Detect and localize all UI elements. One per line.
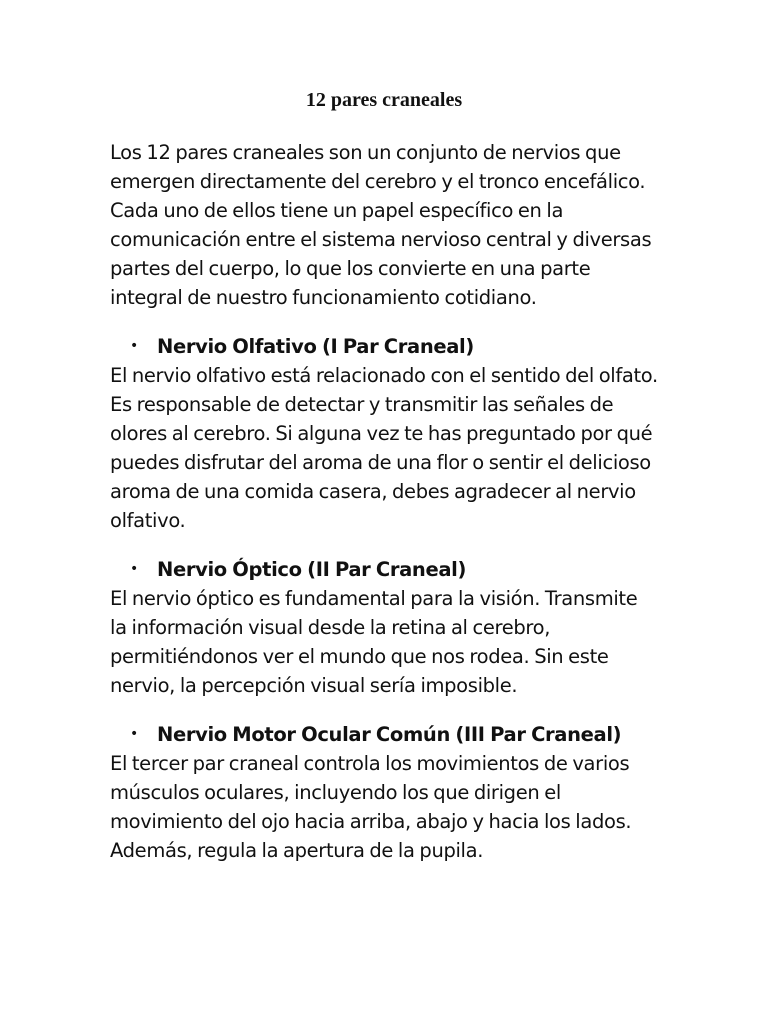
section-body: El tercer par craneal controla los movimientos de varios músculos oculares, incluyendo los que dirigen el movimiento del ojo hacia arriba, abajo y hacia los lados. Además, regula la apertura de la pupila. (110, 752, 632, 862)
section-body: El nervio óptico es fundamental para la visión. Transmite la información visual desde la retina al cerebro, permitiéndonos ver el mundo que nos rodea. Sin este nervio, la percepción visual sería imposible. (110, 587, 638, 697)
section-heading-text: Nervio Óptico (II Par Craneal) (157, 558, 467, 581)
section-optico (110, 555, 658, 700)
section-olfativo (110, 332, 658, 535)
document-title: 12 pares craneales (305, 89, 463, 111)
section-motor-ocular-comun (110, 720, 658, 865)
section-heading-text: Nervio Olfativo (I Par Craneal) (157, 335, 474, 358)
section-heading-text: Nervio Motor Ocular Común (III Par Craneal) (157, 723, 622, 746)
bullet-icon: • (130, 726, 138, 742)
intro-paragraph: Los 12 pares craneales son un conjunto de nervios que emergen directamente del cerebro y el tronco encefálico. Cada uno de ellos tiene un papel específico en la comunicación entre el sistema nervioso central y diversas partes del cuerpo, lo que los convierte en una parte integral de nuestro funcionamiento cotidiano. (110, 141, 652, 309)
section-heading (110, 332, 658, 361)
section-heading (110, 555, 658, 584)
bullet-icon: • (130, 338, 138, 354)
section-heading (110, 720, 658, 749)
section-body: El nervio olfativo está relacionado con el sentido del olfato. Es responsable de detectar y transmitir las señales de olores al cerebro. Si alguna vez te has preguntado por qué puedes disfrutar del aroma de una flor o sentir el delicioso aroma de una comida casera, debes agradecer al nervio olfativo. (110, 364, 658, 532)
bullet-icon: • (130, 561, 138, 577)
document-content (110, 138, 658, 885)
